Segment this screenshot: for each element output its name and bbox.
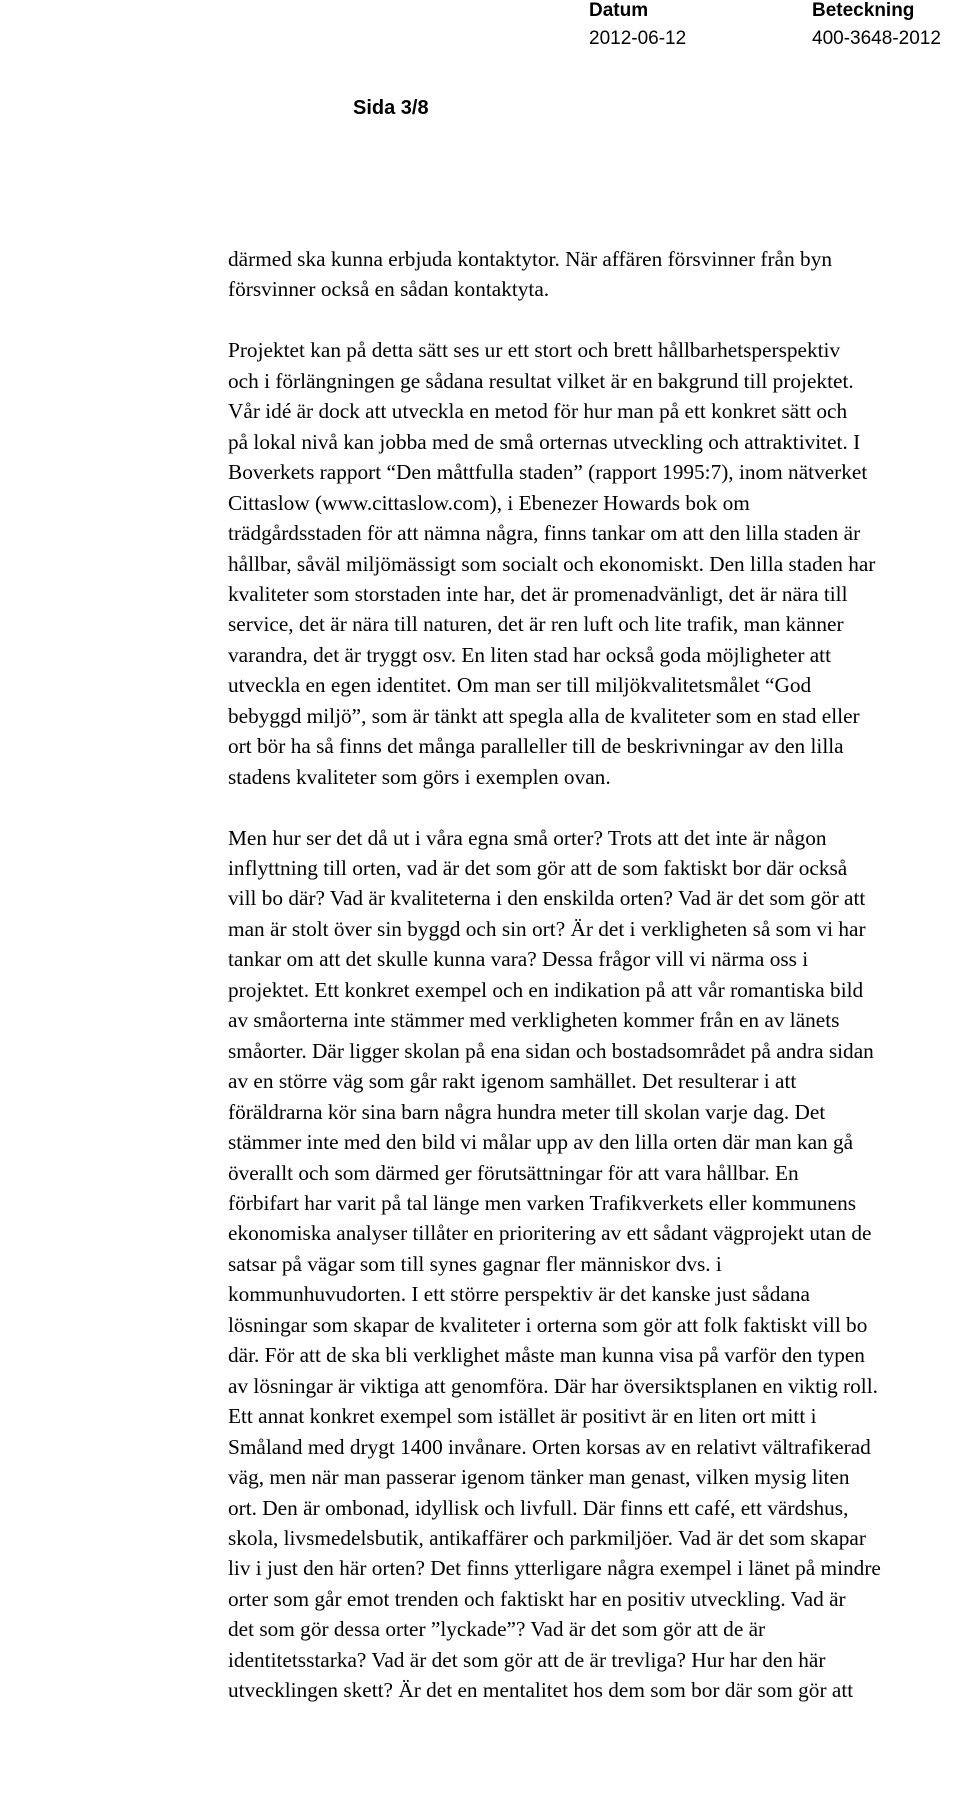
date-label: Datum <box>589 0 649 21</box>
reference-value: 400-3648-2012 <box>812 28 941 49</box>
text-line: utveckla en egen identitet. Om man ser till miljökvalitetsmålet “God <box>228 673 812 698</box>
text-line: Men hur ser det då ut i våra egna små orter? Trots att det inte är någon <box>228 825 827 850</box>
text-line: Boverkets rapport “Den måttfulla staden” (rapport 1995:7), inom nätverket <box>228 460 868 485</box>
date-block <box>589 0 686 51</box>
text-line: orter som går emot trenden och faktiskt har en positiv utveckling. Vad är <box>228 1586 846 1611</box>
reference-block <box>812 0 941 51</box>
text-line: på lokal nivå kan jobba med de små orternas utveckling och attraktivitet. I <box>228 429 861 454</box>
text-line: identitetsstarka? Vad är det som gör att de är trevliga? Hur har den här <box>228 1647 826 1672</box>
text-line: därmed ska kunna erbjuda kontaktytor. När affären försvinner från byn <box>228 247 832 271</box>
text-line: tankar om att det skulle kunna vara? Dessa frågor vill vi närma oss i <box>228 947 809 972</box>
text-line: av lösningar är viktiga att genomföra. Där har översiktsplanen en viktig roll. <box>228 1373 878 1398</box>
text-line: service, det är nära till naturen, det är ren luft och lite trafik, man känner <box>228 612 844 637</box>
text-line: trädgårdsstaden för att nämna några, finns tankar om att den lilla staden är <box>228 521 861 546</box>
text-line: skola, livsmedelsbutik, antikaffärer och parkmiljöer. Vad är det som skapar <box>228 1526 866 1550</box>
date-value: 2012-06-12 <box>589 28 687 49</box>
text-line: ekonomiska analyser tillåter en prioritering av ett sådant vägprojekt utan de <box>228 1221 872 1246</box>
text-line: inflyttning till orten, vad är det som gör att de som faktiskt bor där också <box>228 856 848 881</box>
text-line: stadens kvaliteter som görs i exemplen ovan. <box>228 764 611 789</box>
text-line: lösningar som skapar de kvaliteter i orterna som gör att folk faktiskt vill bo <box>228 1312 868 1337</box>
text-line: småorter. Där ligger skolan på ena sidan och bostadsområdet på andra sidan <box>228 1038 874 1063</box>
paragraph <box>228 823 881 1706</box>
page-header <box>0 0 960 130</box>
text-line: överallt och som därmed ger förutsättningar för att vara hållbar. En <box>228 1160 799 1185</box>
text-line: förbifart har varit på tal länge men varken Trafikverkets eller kommunens <box>228 1191 857 1216</box>
text-line: föräldrarna kör sina barn några hundra meter till skolan varje dag. Det <box>228 1099 826 1124</box>
text-line: satsar på vägar som till synes gagnar fler människor dvs. i <box>228 1251 722 1276</box>
text-line: och i förlängningen ge sådana resultat vilket är en bakgrund till projektet. <box>228 368 854 393</box>
reference-label: Beteckning <box>812 0 915 21</box>
text-line: Vår idé är dock att utveckla en metod för hur man på ett konkret sätt och <box>228 399 848 424</box>
text-line: vill bo där? Vad är kvaliteterna i den enskilda orten? Vad är det som gör att <box>228 886 866 911</box>
paragraph <box>228 244 856 305</box>
text-line: Cittaslow (www.cittaslow.com), i Ebenezer Howards bok om <box>228 490 750 515</box>
text-line: kommunhuvudorten. I ett större perspektiv är det kanske just sådana <box>228 1282 810 1307</box>
text-line: Projektet kan på detta sätt ses ur ett stort och brett hållbarhetsperspektiv <box>228 338 841 363</box>
body-text <box>228 244 881 1706</box>
text-line: där. För att de ska bli verklighet måste man kunna visa på varför den typen <box>228 1343 865 1368</box>
text-line: av småorterna inte stämmer med verkligheten kommer från en av länets <box>228 1008 840 1033</box>
text-line: man är stolt över sin byggd och sin ort? Är det i verkligheten så som vi har <box>228 916 866 941</box>
text-line: liv i just den här orten? Det finns ytterligare några exempel i länet på mindre <box>228 1556 881 1581</box>
text-line: ort bör ha så finns det många paralleller till de beskrivningar av den lilla <box>228 734 844 759</box>
text-line: det som gör dessa orter ”lyckade”? Vad är det som gör att de är <box>228 1617 766 1642</box>
text-line: Ett annat konkret exempel som istället är positivt är en liten ort mitt i <box>228 1404 817 1429</box>
text-line: bebyggd miljö”, som är tänkt att spegla alla de kvaliteter som en stad eller <box>228 703 860 728</box>
text-line: stämmer inte med den bild vi målar upp av den lilla orten där man kan gå <box>228 1130 854 1155</box>
text-line: varandra, det är tryggt osv. En liten stad har också goda möjligheter att <box>228 642 832 667</box>
text-line: försvinner också en sådan kontaktyta. <box>228 277 550 302</box>
text-line: ort. Den är ombonad, idyllisk och livfull. Där finns ett café, ett värdshus, <box>228 1495 849 1520</box>
text-line: utvecklingen skett? Är det en mentalitet hos dem som bor där som gör att <box>228 1678 854 1703</box>
text-line: projektet. Ett konkret exempel och en indikation på att vår romantiska bild <box>228 977 864 1002</box>
text-line: kvaliteter som storstaden inte har, det är promenadvänligt, det är nära till <box>228 581 848 606</box>
paragraph <box>228 335 876 792</box>
text-line: hållbar, såväl miljömässigt som socialt och ekonomiskt. Den lilla staden har <box>228 551 876 576</box>
text-line: väg, men när man passerar igenom tänker man genast, vilken mysig liten <box>228 1465 850 1490</box>
text-line: Småland med drygt 1400 invånare. Orten korsas av en relativt vältrafikerad <box>228 1434 871 1459</box>
page-number: Sida 3/8 <box>353 97 429 119</box>
text-line: av en större väg som går rakt igenom samhället. Det resulterar i att <box>228 1069 797 1094</box>
